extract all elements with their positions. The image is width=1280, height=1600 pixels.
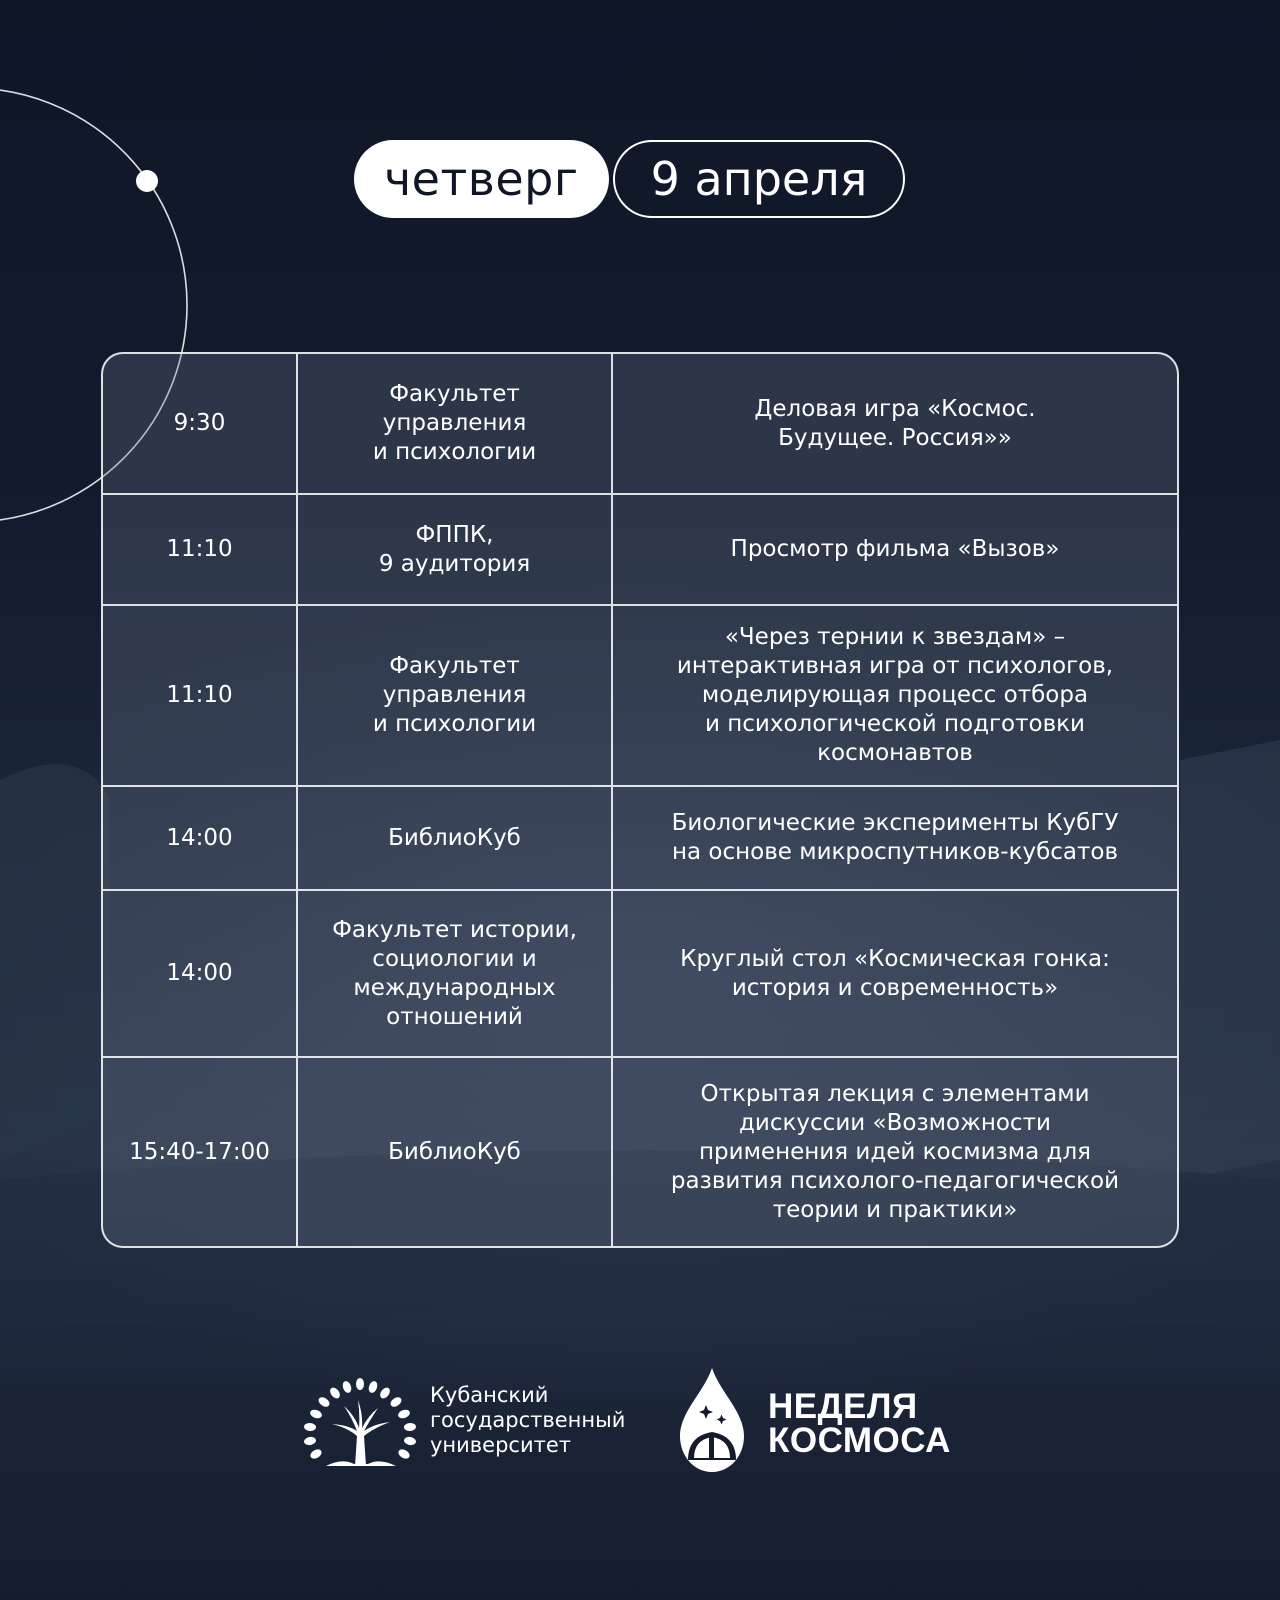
event-cell: Круглый стол «Космическая гонка: история и современность» <box>680 945 1110 1001</box>
event-cell: Открытая лекция с элементами дискуссии «Возможности применения идей космизма для развития психолого-педагогической теории и практики» <box>670 1080 1120 1223</box>
place-cell: Факультет управления и психологии <box>298 354 613 493</box>
time-cell: 14:00 <box>103 891 298 1056</box>
observatory-drop-logo-icon <box>676 1366 748 1474</box>
event-cell: Биологические эксперименты КубГУ на основе микроспутников-кубсатов <box>671 810 1119 865</box>
place-cell: Факультет истории, социологии и международных отношений <box>298 891 613 1056</box>
table-row <box>103 495 1177 606</box>
schedule-table <box>101 352 1179 1248</box>
table-row <box>103 891 1177 1058</box>
time-cell: 15:40-17:00 <box>103 1058 298 1246</box>
date-pill: 9 апреля <box>613 140 906 218</box>
table-row <box>103 354 1177 495</box>
place-cell: БиблиоКуб <box>298 787 613 889</box>
place-cell: БиблиоКуб <box>298 1058 613 1246</box>
place-cell: Факультет управления и психологии <box>298 606 613 785</box>
event-cell: «Через тернии к звездам» – интерактивная игра от психологов, моделирующая процесс отбора и психологической подготовки космонавтов <box>676 624 1114 766</box>
event-cell: Деловая игра «Космос. Будущее. Россия»» <box>754 395 1036 451</box>
footer-logos <box>0 1366 1280 1476</box>
university-name: Кубанский государственный университет <box>430 1383 626 1457</box>
date-header <box>354 140 905 218</box>
time-cell: 11:10 <box>103 606 298 785</box>
table-row <box>103 606 1177 787</box>
time-cell: 14:00 <box>103 787 298 889</box>
place-cell: ФППК, 9 аудитория <box>298 495 613 604</box>
kubsu-tree-logo-icon <box>302 1378 418 1470</box>
table-row <box>103 787 1177 891</box>
table-row <box>103 1058 1177 1246</box>
event-cell: Просмотр фильма «Вызов» <box>730 536 1060 562</box>
event-brand-name: НЕДЕЛЯ КОСМОСА <box>768 1387 951 1460</box>
weekday-pill: четверг <box>354 140 609 218</box>
time-cell: 11:10 <box>103 495 298 604</box>
time-cell: 9:30 <box>103 354 298 493</box>
